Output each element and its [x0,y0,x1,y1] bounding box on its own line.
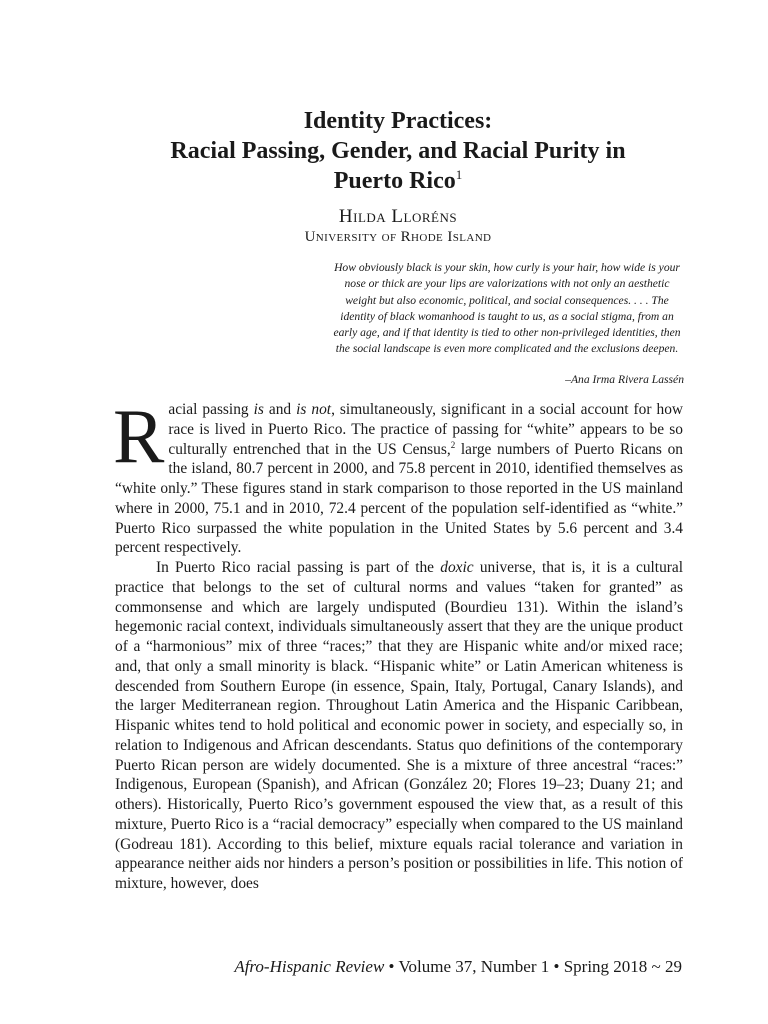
p1-text-2: and [263,401,297,418]
footer-season: Spring 2018 [563,957,648,976]
title-footnote-marker[interactable]: 1 [455,167,463,182]
p2-emphasis-1: doxic [440,559,474,576]
title-line-1: Identity Practices: [303,108,493,134]
author-name: Hilda Lloréns [338,206,458,227]
drop-cap-letter: R [113,393,165,479]
footer-volume: Volume 37, Number 1 [398,957,550,976]
p1-text-4: large numbers of Puerto Ricans on the island, 80.7 percent in 2000, and 75.8 percent in 2010, identified themselves as “white only.” These figures stand in stark comparison to those reported in the US mainland where in 2000, 75.1 and in 2010, 72.4 percent of the population self-identified as “white.” Puerto Rico surpassed the white population in the United States by 5.6 percent and 3.4 percent respectively. [115,440,683,557]
p1-text-1: acial passing [168,401,254,418]
article-body [113,393,684,894]
epigraph-attribution: –Ana Irma Rivera Lassén [565,373,684,386]
title-line-3-text: Puerto Rico [333,168,456,194]
footer-separator-2: • [549,957,564,976]
p1-emphasis-2: is not [296,401,332,418]
p2-text-2: universe, that is, it is a cultural practice that belongs to the set of cultural norms and values “taken for granted” as commonsense and which are largely undisputed (Bourdieu 131). Within the island’s hegemonic racial context, individuals simultaneously assert that they are the unique product of a “harmonious” mix of three “races;” that they are Hispanic white and/or mixed race; and, that only a small minority is black. “Hispanic white” or Latin American whiteness is descended from Southern Europe (in essence, Spain, Italy, Portugal, Canary Islands), and the larger Mediterranean region. Throughout Latin America and the Hispanic Caribbean, Hispanic whites tend to hold political and economic power in society, and especially so, in relation to Indigenous and African descendants. Status quo definitions of the contemporary Puerto Rican person are widely documented. She is a mixture of three ancestral “races:” Indigenous, European (Spanish), and African (González 20; Flores 19–23; Duany 21; and others). Historically, Puerto Rico’s government espoused the view that, as a result of this mixture, Puerto Rico is a “racial democracy” especially when compared to the US mainland (Godreau 181). According to this belief, mixture equals racial tolerance and variation in appearance neither aids nor hinders a person’s position or possibilities in life. This notion of mixture, however, does [115,559,683,892]
p1-emphasis-1: is [253,401,264,418]
footer-page-number: 29 [665,957,682,976]
epigraph-quote: How obviously black is your skin, how curly is your hair, how wide is your nose or thick are your lips are valorizations with not only an aesthetic weight but also economic, political, and social consequences. . . . The identity of black womanhood is taught to us, as a social stigma, from an early age, and if that identity is tied to other non-privileged identities, then the social landscape is even more complicated and the exclusions deepen. [333,261,681,356]
footer-journal-name: Afro-Hispanic Review [234,957,385,976]
page-footer [234,957,682,977]
footer-separator-1: • [384,957,399,976]
article-title [100,106,696,196]
footnote-marker-2[interactable]: 2 [450,439,456,450]
footer-separator-3: ~ [647,957,665,976]
body-paragraph-2 [115,558,683,894]
title-line-3 [100,166,696,196]
title-line-2: Racial Passing, Gender, and Racial Purity in [170,138,626,164]
p1-text-3: , simultaneously, significant in a social account for how race is lived in Puerto Rico. The practice of passing for “white” appears to be so culturally entrenched that in the US Census, [168,401,684,458]
body-paragraph-1 [113,393,684,558]
author-affiliation: University of Rhode Island [304,229,492,245]
p2-text-1: In Puerto Rico racial passing is part of the [156,559,441,576]
